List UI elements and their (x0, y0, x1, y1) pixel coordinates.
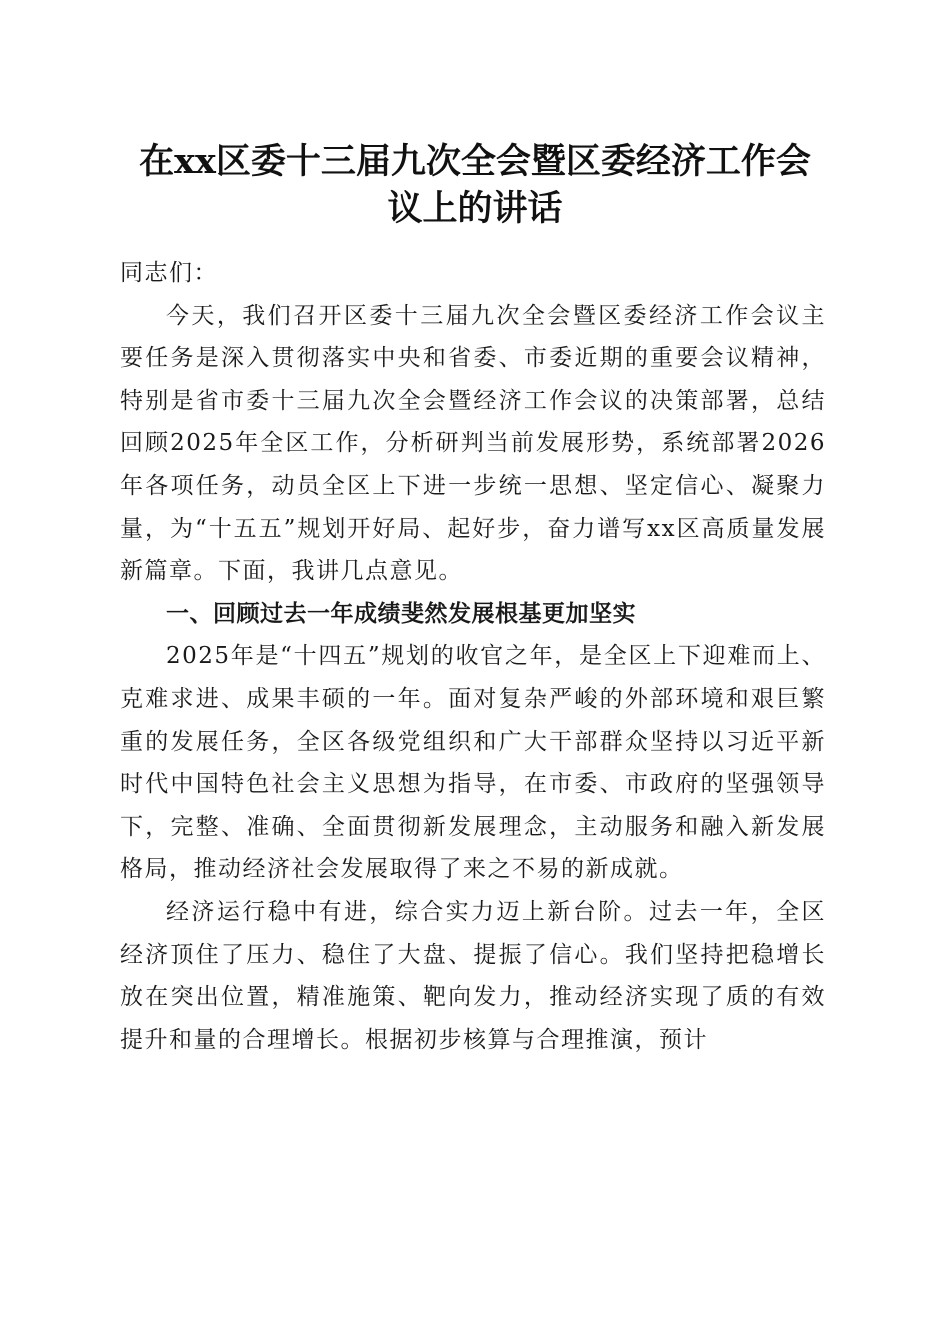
section-heading: 一、回顾过去一年成绩斐然发展根基更加坚实 (166, 600, 636, 627)
paragraph-review: 2025年是“十四五”规划的收官之年，是全区上下迎难而上、克难求进、成果丰硕的一年。面对复杂严峻的外部环境和艰巨繁重的发展任务，全区各级党组织和广大干部群众坚持以习近平新时代中国特色社会主义思想为指导，在市委、市政府的坚强领导下，完整、准确、全面贯彻新发展理念，主动服务和融入新发展格局，推动经济社会发展取得了来之不易的新成就。 (120, 643, 826, 883)
salutation: 同志们： (120, 260, 218, 286)
paragraph-economy: 经济运行稳中有进，综合实力迈上新台阶。过去一年，全区经济顶住了压力、稳住了大盘、提振了信心。我们坚持把稳增长放在突出位置，精准施策、靶向发力，推动经济实现了质的有效提升和量的合理增长。根据初步核算与合理推演，预计 (120, 898, 826, 1053)
document-title (110, 138, 840, 232)
title-line-2: 议上的讲话 (387, 188, 563, 229)
title-line-1: 在xx区委十三届九次全会暨区委经济工作会 (139, 141, 811, 182)
document-body (120, 252, 826, 1061)
paragraph-intro: 今天，我们召开区委十三届九次全会暨区委经济工作会议主要任务是深入贯彻落实中央和省委、市委近期的重要会议精神，特别是省市委十三届九次全会暨经济工作会议的决策部署，总结回顾2025年全区工作，分析研判当前发展形势，系统部署2026年各项任务，动员全区上下进一步统一思想、坚定信心、凝聚力量，为“十五五”规划开好局、起好步，奋力谱写xx区高质量发展新篇章。下面，我讲几点意见。 (120, 302, 826, 585)
